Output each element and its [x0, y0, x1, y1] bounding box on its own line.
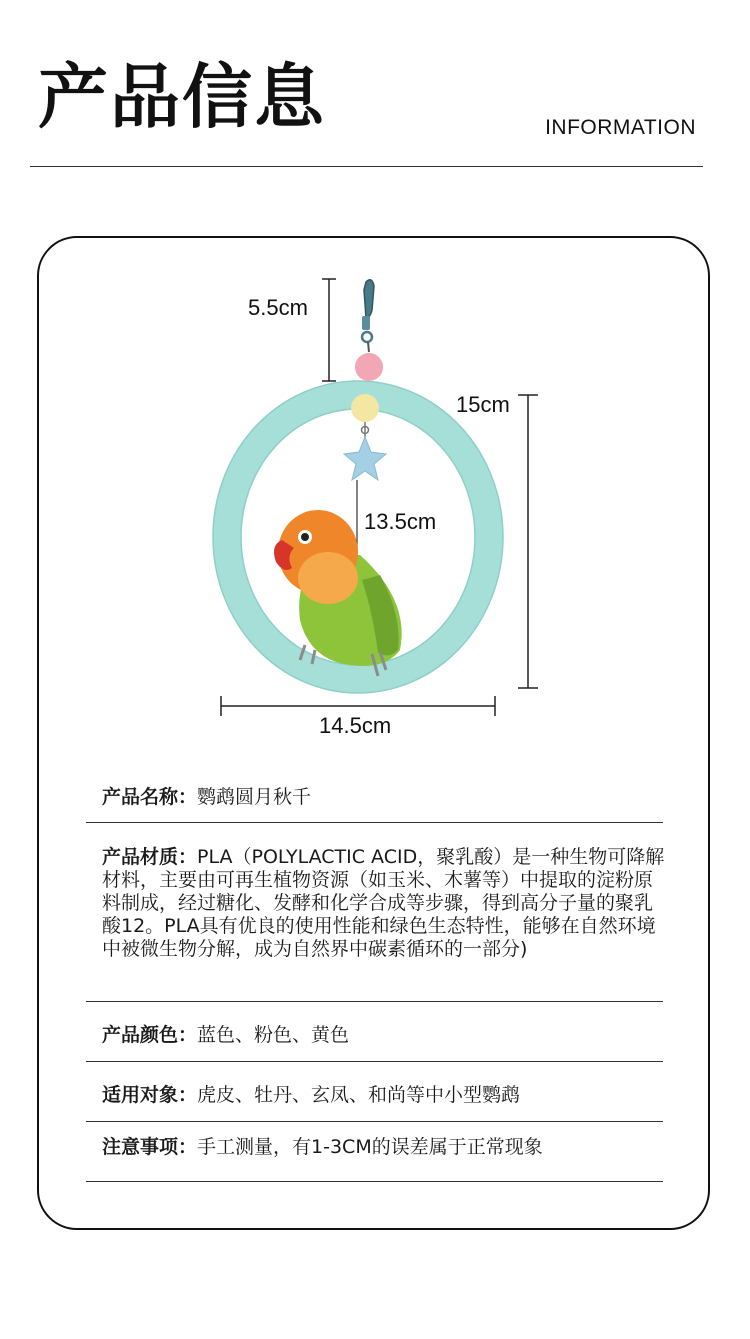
dim-total-height: 15cm	[456, 392, 510, 417]
spec-value: 手工测量，有1-3CM的误差属于正常现象	[197, 1136, 543, 1158]
dim-width: 14.5cm	[319, 713, 392, 738]
spec-label: 产品材质：	[102, 846, 198, 868]
page-title: 产品信息	[38, 56, 326, 138]
spec-label: 产品名称：	[102, 786, 198, 808]
spec-value: 虎皮、牡丹、玄凤、和尚等中小型鹦鹉	[197, 1084, 521, 1106]
spec-value: PLA（POLYLACTIC ACID，聚乳酸）是一种生物可降解材料，主要由可再生植物资源（如玉米、木薯等）中提取的淀粉原料制成，经过糖化、发酵和化学合成等步骤，得到高分子量的聚乳酸12。PLA具有优良的使用性能和绿色生态特性，能够在自然环境中被微生物分解，成为自然界中碳素循环的一部分)	[102, 846, 665, 960]
divider	[86, 1001, 663, 1002]
divider	[86, 822, 663, 823]
divider	[86, 1061, 663, 1062]
spec-material-row	[102, 846, 668, 961]
star-charm	[344, 437, 386, 480]
dim-inner-height: 13.5cm	[364, 509, 437, 534]
yellow-bead	[351, 394, 379, 422]
spec-name-row	[102, 786, 668, 809]
spec-notice-row	[102, 1136, 668, 1159]
spec-label: 适用对象：	[102, 1084, 198, 1106]
pink-bead	[355, 353, 383, 381]
hook-icon	[362, 280, 374, 352]
spec-value: 鹦鹉圆月秋千	[197, 786, 312, 808]
spec-target-row	[102, 1084, 668, 1107]
page-subtitle: INFORMATION	[545, 116, 696, 139]
spec-color-row	[102, 1024, 668, 1047]
dim-hook-length: 5.5cm	[248, 295, 308, 320]
spec-label: 注意事项：	[102, 1136, 198, 1158]
spec-value: 蓝色、粉色、黄色	[197, 1024, 350, 1046]
divider	[86, 1121, 663, 1122]
divider	[86, 1181, 663, 1182]
spec-label: 产品颜色：	[102, 1024, 198, 1046]
